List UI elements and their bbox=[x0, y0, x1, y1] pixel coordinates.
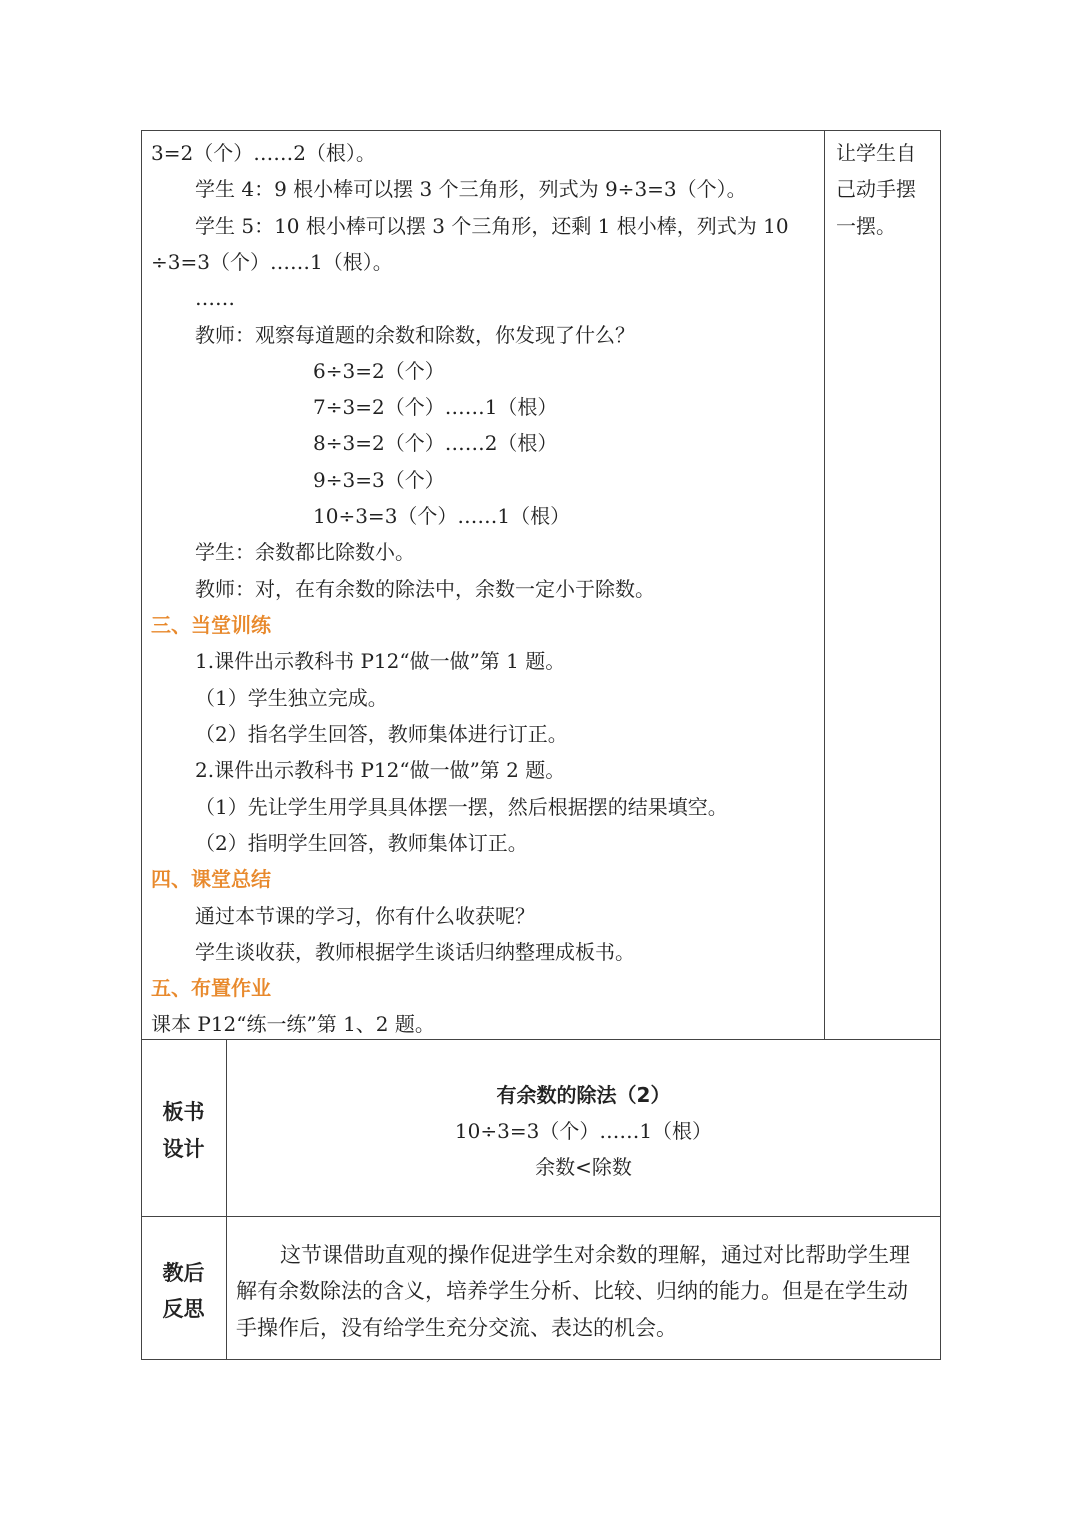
board-relation: 余数<除数 bbox=[535, 1155, 632, 1179]
board-label: 设计 bbox=[162, 1137, 205, 1161]
equation-line: 7÷3=2（个）……1（根） bbox=[313, 395, 558, 419]
main-line: 学生 5：10 根小棒可以摆 3 个三角形，还剩 1 根小棒，列式为 10 bbox=[195, 214, 789, 238]
main-line: 学生：余数都比除数小。 bbox=[195, 540, 415, 564]
equation-line: 8÷3=2（个）……2（根） bbox=[313, 431, 558, 455]
equation-line: 9÷3=3（个） bbox=[313, 468, 445, 492]
main-line: （2）指明学生回答，教师集体订正。 bbox=[195, 831, 528, 855]
section-heading-practice: 三、当堂训练 bbox=[151, 613, 271, 637]
board-label: 板书 bbox=[162, 1100, 205, 1124]
board-formula: 10÷3=3（个）……1（根） bbox=[454, 1119, 713, 1143]
reflection-line: 这节课借助直观的操作促进学生对余数的理解，通过对比帮助学生理 bbox=[280, 1243, 910, 1267]
main-line: 课本 P12“练一练”第 1、2 题。 bbox=[151, 1012, 435, 1036]
main-line: 通过本节课的学习，你有什么收获呢？ bbox=[195, 904, 535, 928]
side-note-line: 让学生自 bbox=[836, 141, 916, 165]
reflection-line: 手操作后，没有给学生充分交流、表达的机会。 bbox=[236, 1316, 677, 1340]
side-column-divider bbox=[824, 130, 825, 1040]
main-line: ÷3=3（个）……1（根）。 bbox=[151, 250, 393, 274]
main-line: （1）学生独立完成。 bbox=[195, 686, 388, 710]
reflection-label: 教后 bbox=[162, 1261, 205, 1285]
main-line: 3=2（个）……2（根）。 bbox=[151, 141, 376, 165]
main-line: …… bbox=[195, 286, 235, 310]
main-line: 2.课件出示教科书 P12“做一做”第 2 题。 bbox=[195, 758, 566, 782]
main-line: （1）先让学生用学具具体摆一摆，然后根据摆的结果填空。 bbox=[195, 795, 728, 819]
section-heading-summary: 四、课堂总结 bbox=[151, 867, 271, 891]
main-line: 学生谈收获，教师根据学生谈话归纳整理成板书。 bbox=[195, 940, 635, 964]
equation-line: 10÷3=3（个）……1（根） bbox=[313, 504, 571, 528]
board-title: 有余数的除法（2） bbox=[496, 1083, 671, 1107]
section-heading-homework: 五、布置作业 bbox=[151, 976, 271, 1000]
row-divider-reflection bbox=[141, 1216, 941, 1217]
main-line: 学生 4：9 根小棒可以摆 3 个三角形，列式为 9÷3=3（个）。 bbox=[195, 177, 747, 201]
side-note-line: 一摆。 bbox=[836, 214, 896, 238]
main-line: 教师：观察每道题的余数和除数，你发现了什么？ bbox=[195, 323, 635, 347]
main-line: 1.课件出示教科书 P12“做一做”第 1 题。 bbox=[195, 649, 566, 673]
main-line: （2）指名学生回答，教师集体进行订正。 bbox=[195, 722, 568, 746]
reflection-line: 解有余数除法的含义，培养学生分析、比较、归纳的能力。但是在学生动 bbox=[236, 1279, 908, 1303]
side-note-line: 己动手摆 bbox=[836, 177, 916, 201]
main-line: 教师：对，在有余数的除法中，余数一定小于除数。 bbox=[195, 577, 655, 601]
equation-line: 6÷3=2（个） bbox=[313, 359, 445, 383]
reflection-label: 反思 bbox=[162, 1297, 205, 1321]
